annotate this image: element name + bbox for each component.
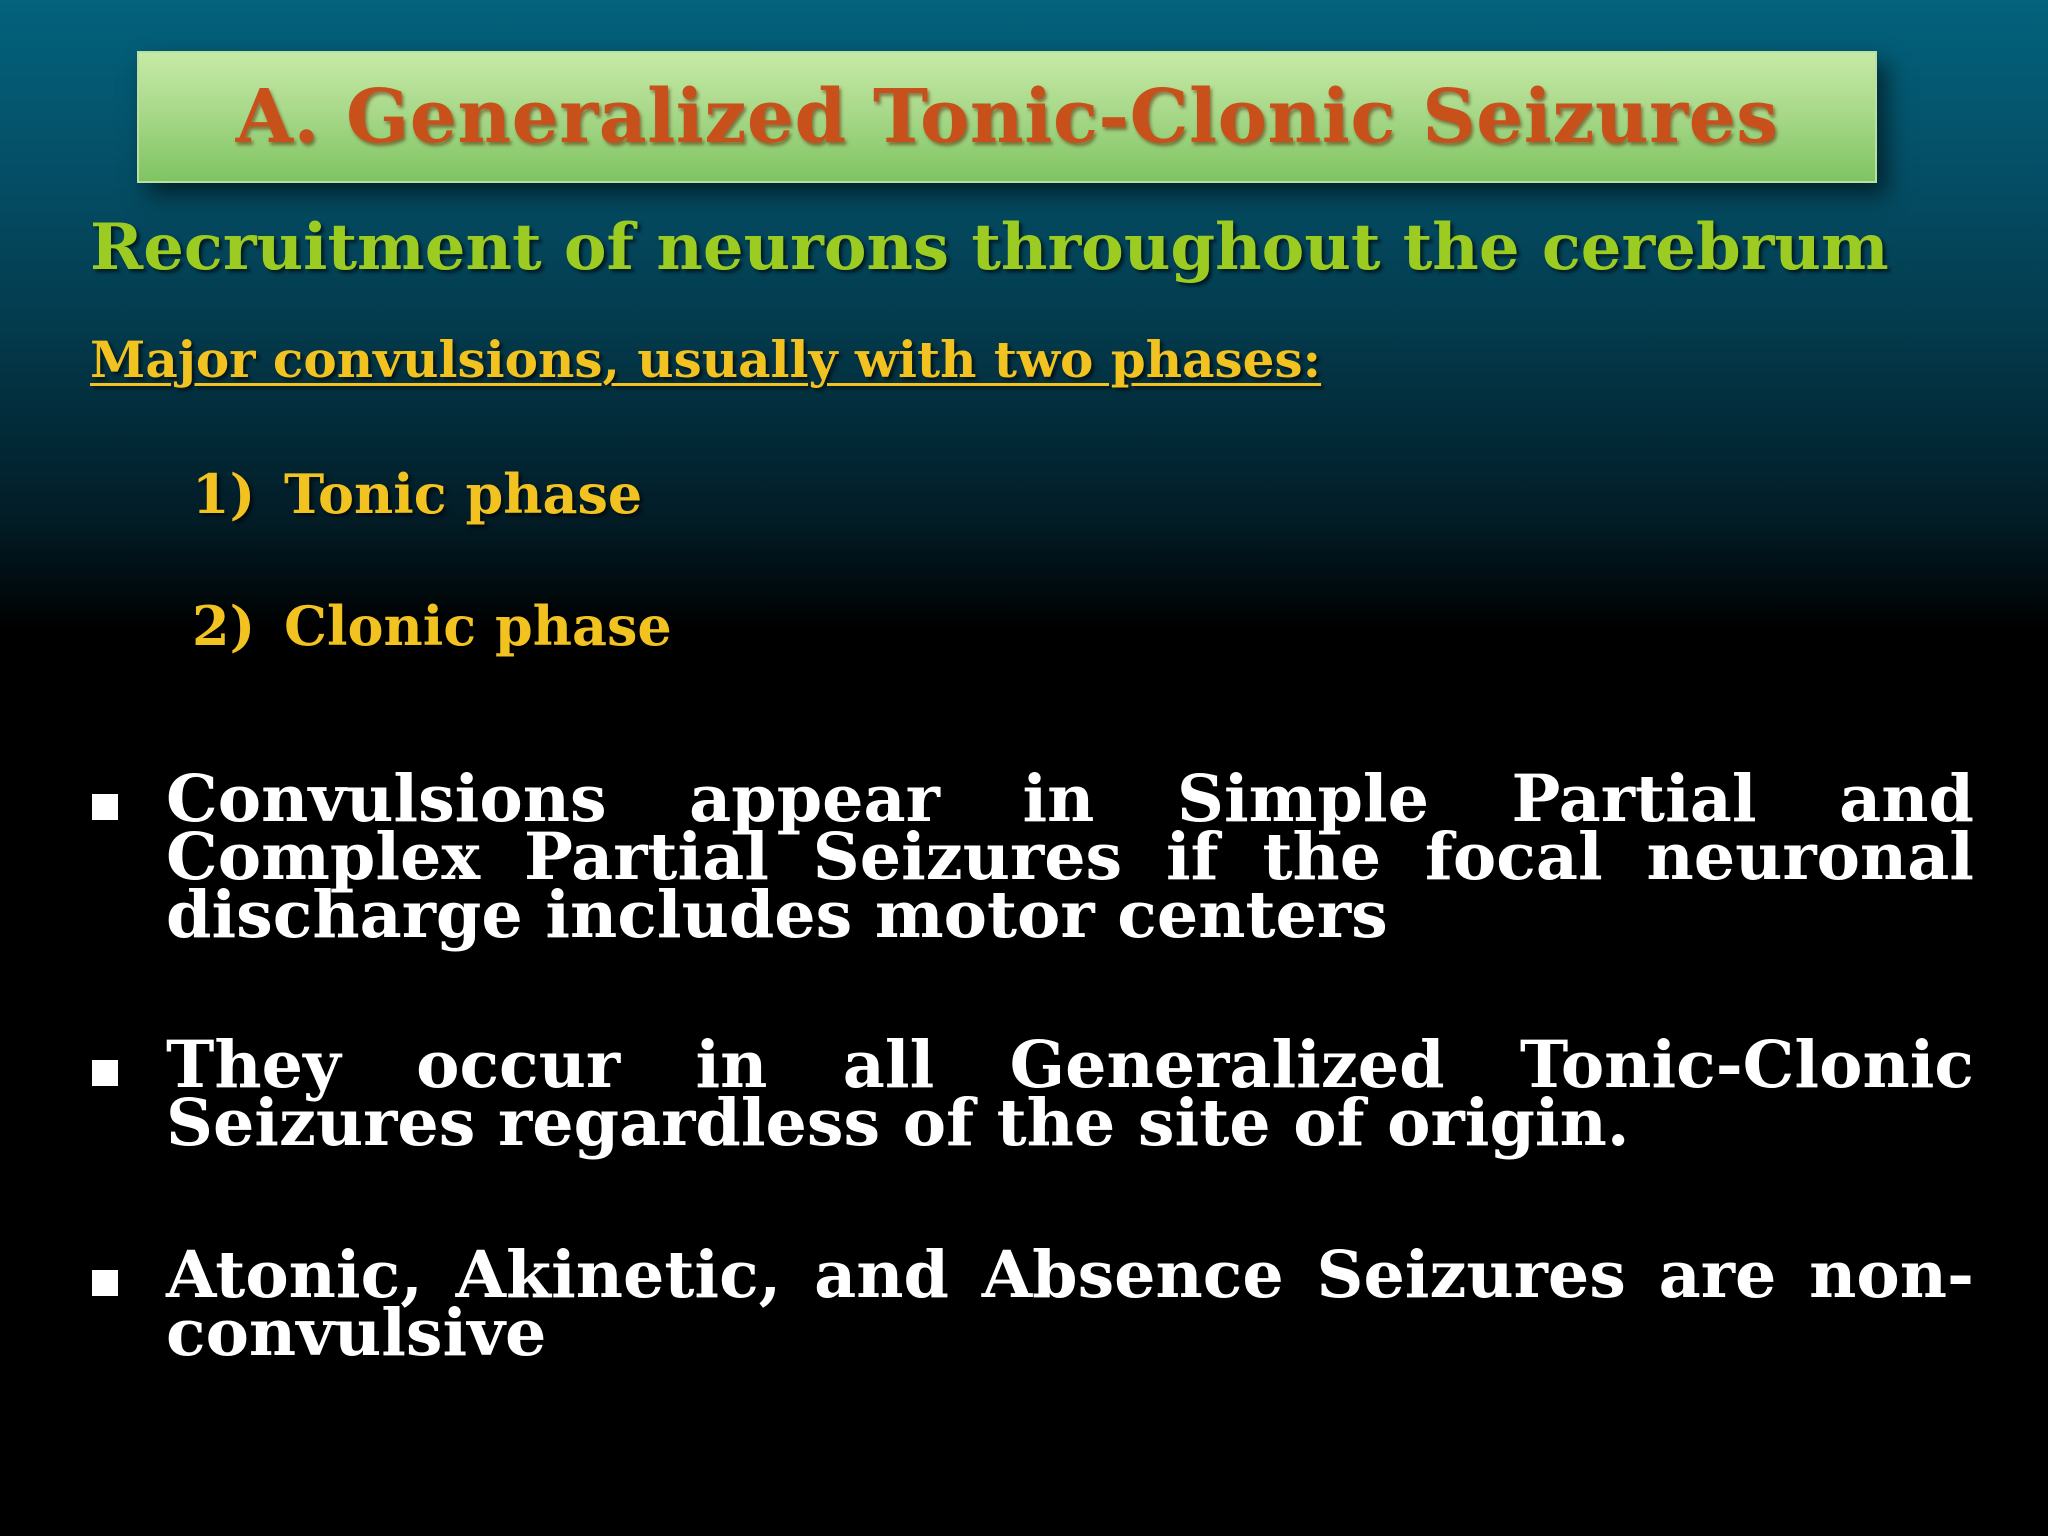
- phase-label: Clonic phase: [284, 594, 672, 658]
- title-bar: [137, 51, 1877, 183]
- phase-item-tonic: [192, 462, 642, 526]
- square-bullet-icon: [92, 794, 118, 820]
- slide-subtitle: Recruitment of neurons throughout the cerebrum: [90, 210, 1889, 285]
- phase-label: Tonic phase: [284, 462, 643, 526]
- bullet-item-generalized: [92, 1027, 1974, 1161]
- phase-heading: Major convulsions, usually with two phases:: [90, 330, 1322, 389]
- phase-number: 2): [192, 594, 256, 658]
- slide-title: A. Generalized Tonic-Clonic Seizures: [235, 74, 1779, 160]
- bullet-item-convulsions: [92, 761, 1974, 953]
- bullet-text: Convulsions appear in Simple Partial and Complex Partial Seizures if the focal neuronal discharge includes motor centers: [166, 761, 1974, 953]
- phase-item-clonic: [192, 594, 672, 658]
- square-bullet-icon: [92, 1270, 118, 1296]
- square-bullet-icon: [92, 1060, 118, 1086]
- bullet-text: Atonic, Akinetic, and Absence Seizures are non-convulsive: [166, 1237, 1974, 1371]
- phase-number: 1): [192, 462, 256, 526]
- bullet-item-nonconvulsive: [92, 1237, 1974, 1371]
- bullet-text: They occur in all Generalized Tonic-Clonic Seizures regardless of the site of origin.: [166, 1027, 1974, 1161]
